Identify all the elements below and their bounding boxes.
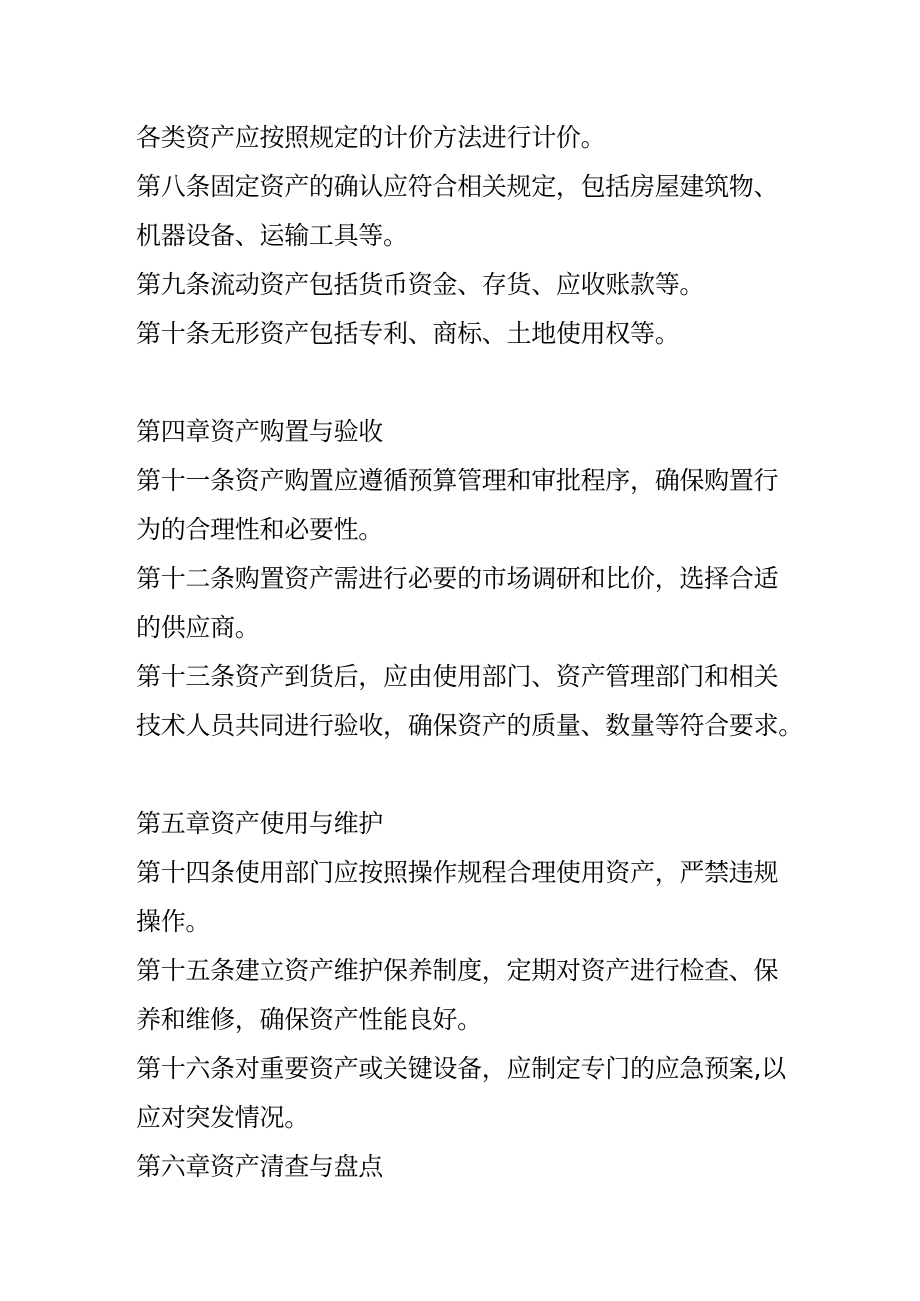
article-12-line-1: 第十二条购置资产需进行必要的市场调研和比价，选择合适 xyxy=(136,564,779,593)
article-10: 第十条无形资产包括专利、商标、土地使用权等。 xyxy=(136,319,680,348)
article-8-line-1: 第八条固定资产的确认应符合相关规定，包括房屋建筑物、 xyxy=(136,172,779,201)
article-15-line-2: 养和维修，确保资产性能良好。 xyxy=(136,1005,482,1034)
article-16-line-2: 应对突发情况。 xyxy=(136,1103,309,1132)
chapter-5-heading: 第五章资产使用与维护 xyxy=(136,809,384,838)
article-13-line-2: 技术人员共同进行验收，确保资产的质量、数量等符合要求。 xyxy=(136,711,803,740)
article-11-line-2: 为的合理性和必要性。 xyxy=(136,515,384,544)
chapter-6-heading: 第六章资产清查与盘点 xyxy=(136,1152,384,1181)
paragraph-gap xyxy=(136,358,806,407)
article-14-line-1: 第十四条使用部门应按照操作规程合理使用资产，严禁违规 xyxy=(136,858,779,887)
article-12-line-2: 的供应商。 xyxy=(136,613,260,642)
chapter-4-heading: 第四章资产购置与验收 xyxy=(136,417,384,446)
text-line: 各类资产应按照规定的计价方法进行计价。 xyxy=(136,123,606,152)
article-9: 第九条流动资产包括货币资金、存货、应收账款等。 xyxy=(136,270,705,299)
article-11-line-1: 第十一条资产购置应遵循预算管理和审批程序，确保购置行 xyxy=(136,466,779,495)
article-15-line-1: 第十五条建立资产维护保养制度，定期对资产进行检查、保 xyxy=(136,956,779,985)
article-16-line-1: 第十六条对重要资产或关键设备，应制定专门的应急预案,以 xyxy=(136,1054,786,1083)
article-13-line-1: 第十三条资产到货后，应由使用部门、资产管理部门和相关 xyxy=(136,662,779,691)
article-8-line-2: 机器设备、运输工具等。 xyxy=(136,221,408,250)
document-body xyxy=(136,113,806,1191)
article-14-line-2: 操作。 xyxy=(136,907,211,936)
paragraph-gap xyxy=(136,750,806,799)
